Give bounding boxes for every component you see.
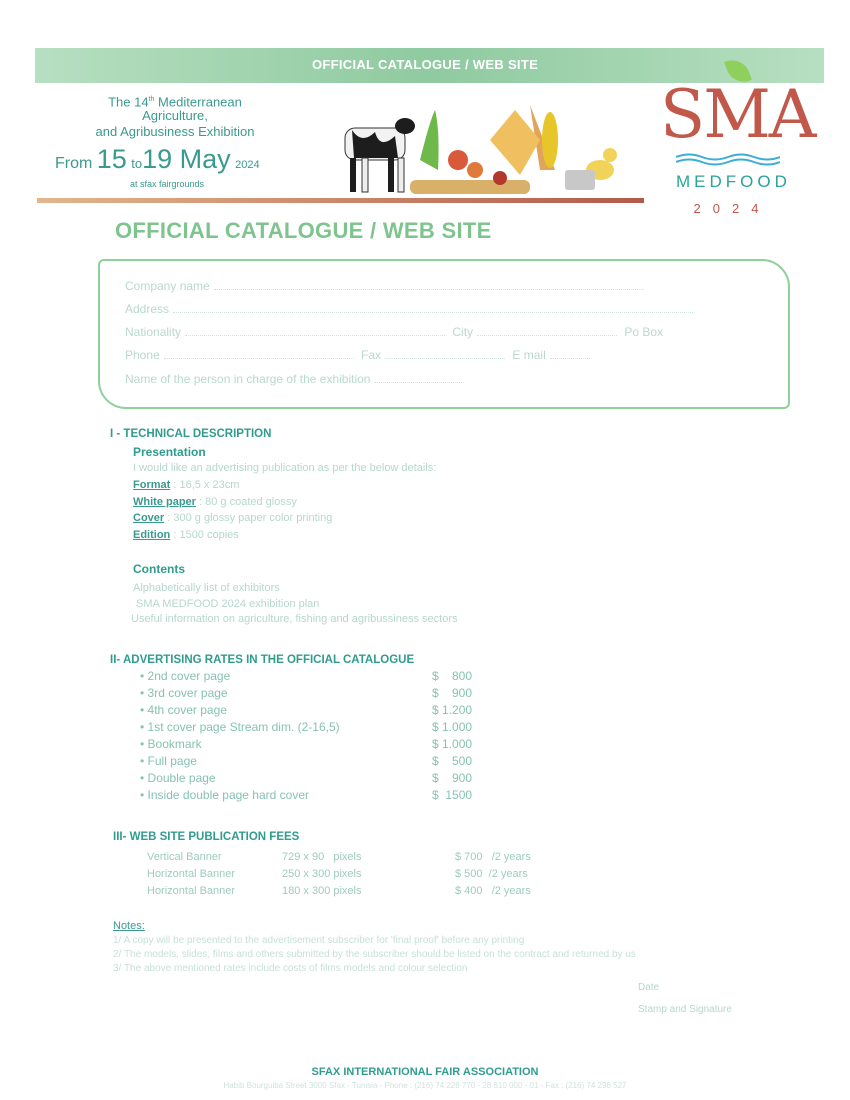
rate-label: Bookmark [147,737,202,751]
city-field[interactable]: City [452,325,474,339]
rate-price: $ 1500 [432,788,473,802]
notes-heading: Notes: [113,920,145,932]
rate-row [140,669,230,683]
venue: at sfax fairgrounds [130,179,205,189]
paper-line: White paper : 80 g coated glossy [133,496,297,508]
rate-row [140,703,227,717]
rate-label: 4th cover page [147,703,227,717]
presentation-intro: I would like an advertising publication as per the below details: [133,462,437,474]
web-fee-size: 180 x 300 pixels [282,885,362,897]
rate-row [140,686,228,700]
bullet-icon: • [140,771,148,785]
medfood-logo: MEDFOOD [676,172,791,191]
web-fee-price: $ 700 /2 years [455,851,531,863]
contents-heading: Contents [133,562,185,576]
rate-price: $ 800 [432,669,473,683]
fax-field[interactable]: Fax [361,348,382,362]
technical-heading: I - TECHNICAL DESCRIPTION [110,428,272,440]
rate-row [140,754,197,768]
rate-label: Inside double page hard cover [147,788,309,802]
bullet-icon: • [140,686,148,700]
note-item: 1/ A copy will be presented to the advertisement subscriber for 'final proof' before any printing [113,935,525,946]
po-box-field[interactable]: Po Box [624,325,664,339]
rate-price: $ 1.000 [432,720,473,734]
web-fee-name: Horizontal Banner [147,885,236,897]
bullet-icon: • [140,737,148,751]
web-fee-size: 729 x 90 pixels [282,851,362,863]
web-fee-name: Vertical Banner [147,851,222,863]
expo-line-1: The 14th Mediterranean [108,94,242,110]
bullet-icon: • [140,669,148,683]
logo-year: 2024 [693,201,771,216]
date-label: Date [638,982,660,993]
company-name-field[interactable]: Company name [125,279,648,293]
rate-label: 3rd cover page [147,686,228,700]
rate-price: $ 1.200 [432,703,473,717]
presentation-heading: Presentation [133,445,206,459]
web-fee-price: $ 500 /2 years [455,868,528,880]
rate-label: Double page [147,771,216,785]
contents-item: SMA MEDFOOD 2024 exhibition plan [136,598,320,610]
format-line: Format : 16,5 x 23cm [133,479,240,491]
web-fee-size: 250 x 300 pixels [282,868,362,880]
email-field[interactable]: E mail [512,348,546,362]
web-fee-price: $ 400 /2 years [455,885,531,897]
person-in-charge-field[interactable]: Name of the person in charge of the exhibition [125,372,468,386]
page-title: OFFICIAL CATALOGUE / WEB SITE [115,218,492,243]
produce-illustration-image [340,100,640,200]
nationality-field[interactable]: Nationality City Po Box [125,325,664,339]
wave-icon [676,152,780,166]
rate-row [140,720,340,734]
rate-price: $ 1.000 [432,737,473,751]
note-item: 3/ The above mentioned rates include costs of films models and colour selection [113,963,468,974]
header-divider [37,198,644,203]
note-item: 2/ The models, slides, films and others submitted by the subscriber should be listed on the contract and returned by us [113,949,636,960]
rate-label: Full page [147,754,197,768]
cover-line: Cover : 300 g glossy paper color printing [133,512,333,524]
rate-price: $ 900 [432,771,473,785]
rate-label: 2nd cover page [147,669,231,683]
rate-row [140,771,216,785]
stamp-signature-label: Stamp and Signature [638,1004,732,1015]
address-field[interactable]: Address [125,302,697,316]
rate-row [140,737,202,751]
contents-item: Alphabetically list of exhibitors [133,582,280,594]
bullet-icon: • [140,703,148,717]
web-fees-heading: III- WEB SITE PUBLICATION FEES [113,831,300,843]
footer-org: SFAX INTERNATIONAL FAIR ASSOCIATION [311,1066,539,1078]
banner-title: OFFICIAL CATALOGUE / WEB SITE [311,57,539,72]
rate-label: 1st cover page Stream dim. (2-16,5) [147,720,340,734]
footer-address: Habib Bourguiba Street 3000 Sfax - Tunisia - Phone : (216) 74 228 770 - 28 610 000 - 01 - Fax : (216) 74 296 527 [223,1081,627,1090]
rate-price: $ 500 [432,754,473,768]
expo-line-3: and Agribusiness Exhibition [95,124,255,139]
expo-line-2: Agriculture, [142,108,208,123]
edition-line: Edition : 1500 copies [133,529,239,541]
contents-item: Useful information on agriculture, fishing and agribussiness sectors [131,613,458,625]
rates-heading: II- ADVERTISING RATES IN THE OFFICIAL CATALOGUE [110,654,415,666]
exhibition-dates: From 15 to19 May 2024 [55,144,260,174]
bullet-icon: • [140,788,148,802]
rate-price: $ 900 [432,686,473,700]
sma-logo: SMA [660,76,815,153]
bullet-icon: • [140,720,148,734]
bullet-icon: • [140,754,148,768]
phone-field[interactable]: Phone Fax E mail [125,348,594,362]
web-fee-name: Horizontal Banner [147,868,236,880]
rate-row [140,788,309,802]
